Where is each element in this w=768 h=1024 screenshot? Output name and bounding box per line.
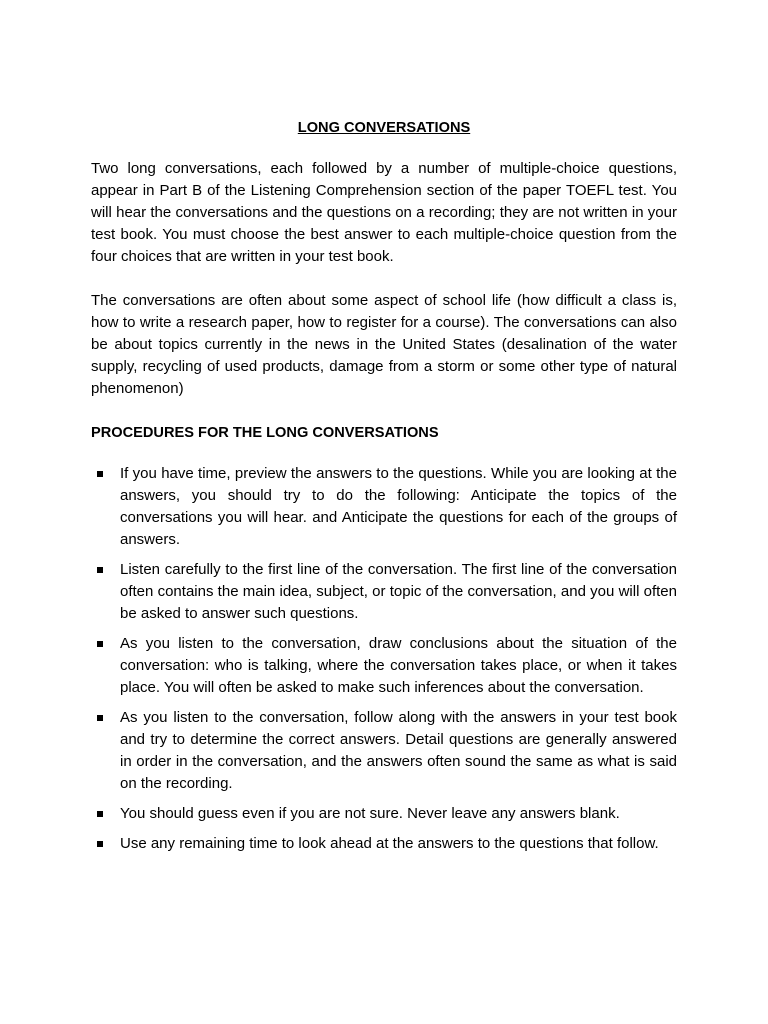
list-item (91, 559, 677, 625)
square-bullet-icon (97, 641, 103, 647)
list-item (91, 707, 677, 795)
intro-paragraph: Two long conversations, each followed by a number of multiple-choice questions, appear in Part B of the Listening Comprehension section of the paper TOEFL test. You will hear the conversations and the questions on a recording; they are not written in your test book. You must choose the best answer to each multiple-choice question from the four choices that are written in your test book. (91, 160, 677, 265)
list-item-text: You should guess even if you are not sure. Never leave any answers blank. (120, 805, 620, 822)
list-item (91, 833, 677, 855)
section-heading: PROCEDURES FOR THE LONG CONVERSATIONS (91, 425, 439, 441)
document-page (91, 117, 677, 863)
list-item-text: If you have time, preview the answers to the questions. While you are looking at the answers, you should try to do the following: Anticipate the topics of the conversations you will hear. and Anticipate the questions for each of the groups of answers. (120, 465, 677, 548)
square-bullet-icon (97, 841, 103, 847)
list-item-text: As you listen to the conversation, follow along with the answers in your test book and try to determine the correct answers. Detail questions are generally answered in order in the conversation, and the answers often sound the same as what is said on the recording. (120, 709, 677, 792)
list-item (91, 463, 677, 551)
square-bullet-icon (97, 715, 103, 721)
list-item-text: Use any remaining time to look ahead at the answers to the questions that follow. (120, 835, 659, 852)
list-item (91, 633, 677, 699)
procedure-list (91, 463, 677, 855)
document-title: LONG CONVERSATIONS (297, 120, 471, 136)
square-bullet-icon (97, 567, 103, 573)
list-item-text: Listen carefully to the first line of the conversation. The first line of the conversation often contains the main idea, subject, or topic of the conversation, and you will often be asked to answer such questions. (120, 561, 677, 622)
square-bullet-icon (97, 811, 103, 817)
topics-paragraph: The conversations are often about some aspect of school life (how difficult a class is, how to write a research paper, how to register for a course). The conversations can also be about topics currently in the news in the United States (desalination of the water supply, recycling of used products, damage from a storm or some other type of natural phenomenon) (91, 292, 677, 397)
list-item-text: As you listen to the conversation, draw conclusions about the situation of the conversation: who is talking, where the conversation takes place, or when it takes place. You will often be asked to make such inferences about the conversation. (120, 635, 677, 696)
list-item (91, 803, 677, 825)
square-bullet-icon (97, 471, 103, 477)
